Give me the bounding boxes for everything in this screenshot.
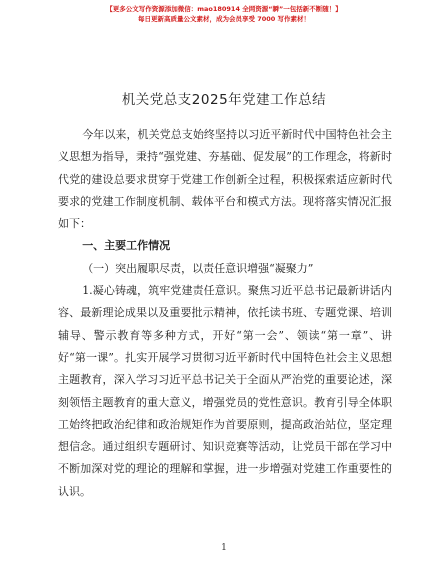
- document-title: 机关党总支2025年党建工作总结: [121, 92, 327, 108]
- section-heading: 一、主要工作情况: [82, 239, 171, 253]
- promo-banner-line2: 每日更新高质量公文素材，成为会员享受 7000 写作素材！: [137, 15, 311, 23]
- intro-paragraph: 今年以来，机关党总支始终坚持以习近平新时代中国特色社会主义思想为指导，秉持“强党建、夯基础、促发展”的工作理念，将新时代党的建设总要求贯穿于党建工作创新全过程，积极探索适应新时代要求的党建工作制度机制、载体平台和模式方法。现将落实情况汇报如下：: [58, 128, 392, 231]
- body-paragraph: 1.凝心铸魂，筑牢党建责任意识。聚焦习近平总书记最新讲话内容、最新理论成果以及重要批示精神，依托读书班、专题党课、培训辅导、警示教育等多种方式，开好“第一会”、领读“第一章”、讲好“第一课”。扎实开展学习贯彻习近平新时代中国特色社会主义思想主题教育，深入学习习近平总书记关于全面从严治党的重要论述，深刻领悟主题教育的重大意义，增强党员的党性意识。教育引导全体职工始终把政治纪律和政治规矩作为首要原则，提高政治站位，坚定理想信念。通过组织专题研讨、知识竞赛等活动，让党员干部在学习中不断加深对党的理论的理解和掌握，进一步增强对党建工作重要性的认识。: [58, 284, 392, 498]
- page-number: 1: [221, 543, 227, 553]
- promo-banner-line1: 【更多公文写作资源添加微信：mao180914 全网资源“瞬”一包括新不断随！】: [106, 5, 342, 13]
- subsection-heading: （一）突出履职尽责，以责任意识增强“凝聚力”: [82, 261, 314, 275]
- document-body: [58, 124, 392, 503]
